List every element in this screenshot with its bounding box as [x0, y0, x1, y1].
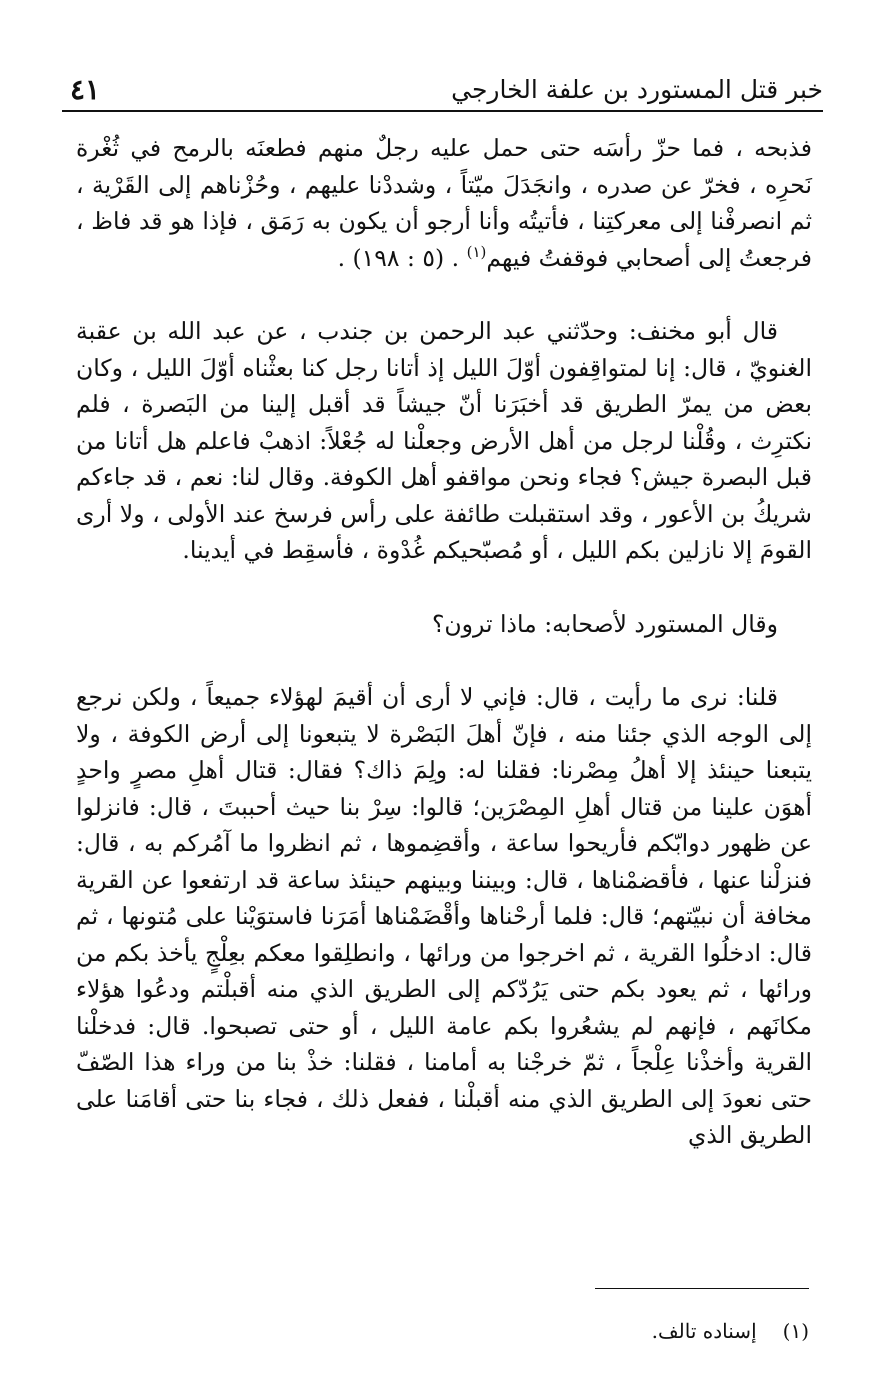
paragraph-2: قال أبو مخنف: وحدّثني عبد الرحمن بن جندب ، عن عبد الله بن عقبة الغنويّ ، قال: إنا لمتواقِفون أوّلَ الليل إذ أتانا رجل كنا بعثْناه أوّلَ الليل ، وكان بعض من يمرّ الطريق قد أخبَرَنا أنّ جيشاً قد أقبل إلينا من البَصرة ، فلم نكترِث ، وقُلْنا لرجل من أهل الأرض وجعلْنا له جُعْلاً: اذهبْ فاعلم هل أتانا من قبل البصرة جيش؟ فجاء ونحن مواقفو أهل الكوفة. وقال لنا: نعم ، قد جاءكم شريكُ بن الأعور ، وقد استقبلت طائفة على رأس فرسخ عند الأولى ، ولا أرى القومَ إلا نازلين بكم الليل ، أو مُصبّحيكم غُدْوة ، فأسقِط في أيدينا. — [76, 317, 812, 564]
paragraph-3: وقال المستورد لأصحابه: ماذا ترون؟ — [431, 609, 778, 638]
footnote — [652, 1316, 809, 1346]
paragraph-1-citation: . (٥ : ١٩٨) . — [337, 243, 467, 272]
footnote-divider — [595, 1288, 809, 1289]
page-header — [62, 64, 823, 112]
main-text — [76, 130, 812, 1154]
running-title: خبر قتل المستورد بن علفة الخارجي — [451, 75, 823, 104]
paragraph-spacer — [76, 276, 812, 313]
page-number: ٤١ — [70, 73, 101, 106]
footnote-reference: (١) — [466, 242, 487, 261]
footnote-number: (١) — [782, 1319, 809, 1343]
paragraph-1-text: فذبحه ، فما حزّ رأسَه حتى حمل عليه رجلٌ منهم فطعنَه بالرمح في ثُغْرة نَحرِه ، فخرّ عن صدره ، وانجَدَلَ ميّتاً ، وشددْنا عليهم ، وحُزْناهم إلى القَرْية ، ثم انصرفْنا إلى معركتِنا ، فأتيتُه وأنا أرجو أن يكون به رَمَق ، فإذا هو قد فاظ ، فرجعتُ إلى أصحابي فوقفتُ فيهم — [76, 134, 812, 272]
paragraph-spacer — [76, 642, 812, 679]
paragraph-1 — [76, 130, 812, 276]
paragraph-4: قلنا: نرى ما رأيت ، قال: فإني لا أرى أن أقيمَ لهؤلاء جميعاً ، ولكن نرجع إلى الوجه الذي جئنا منه ، فإنّ أهلَ البَصْرة لا يتبعونا إلى أرض الكوفة ، ولا يتبعنا حينئذ إلا أهلُ مِصْرنا: فقلنا له: ولِمَ ذاك؟ فقال: قتال أهلِ مصرٍ واحدٍ أهوَن علينا من قتال أهلِ المِصْرَين؛ قالوا: سِرْ بنا حيث أحببتَ ، قال: فانزلوا عن ظهور دوابّكم فأريحوا ساعة ، وأقضِموها ، ثم انظروا ما آمُركم به ، قال: فنزلْنا عنها ، فأقضمْناها ، قال: وبيننا وبينهم حينئذ ساعة قد ارتفعوا عن القرية مخافة أن نبيّتهم؛ قال: فلما أرحْناها وأقْضَمْناها أمَرَنا فاستوَيْنا على مُتونها ، ثم قال: ادخلُوا القرية ، ثم اخرجوا من ورائها ، وانطلِقوا معكم بعِلْجٍ يأخذ بكم من ورائها ، ثم يعود بكم حتى يَرُدّكم إلى الطريق الذي منه أقبلْتم ودعُوا هؤلاء مكانَهم ، فإنهم لم يشعُروا بكم عامة الليل ، أو حتى تصبحوا. قال: فدخلْنا القرية وأخذْنا عِلْجاً ، ثمّ خرجْنا به أمامنا ، فقلنا: خذْ بنا من وراء هذا الصّفّ حتى نعودَ إلى الطريق الذي منه أقبلْنا ، ففعل ذلك ، فجاء بنا حتى أقامَنا على الطريق الذي — [76, 683, 812, 1149]
footnote-text: إسناده تالف. — [651, 1319, 757, 1343]
paragraph-spacer — [76, 569, 812, 606]
